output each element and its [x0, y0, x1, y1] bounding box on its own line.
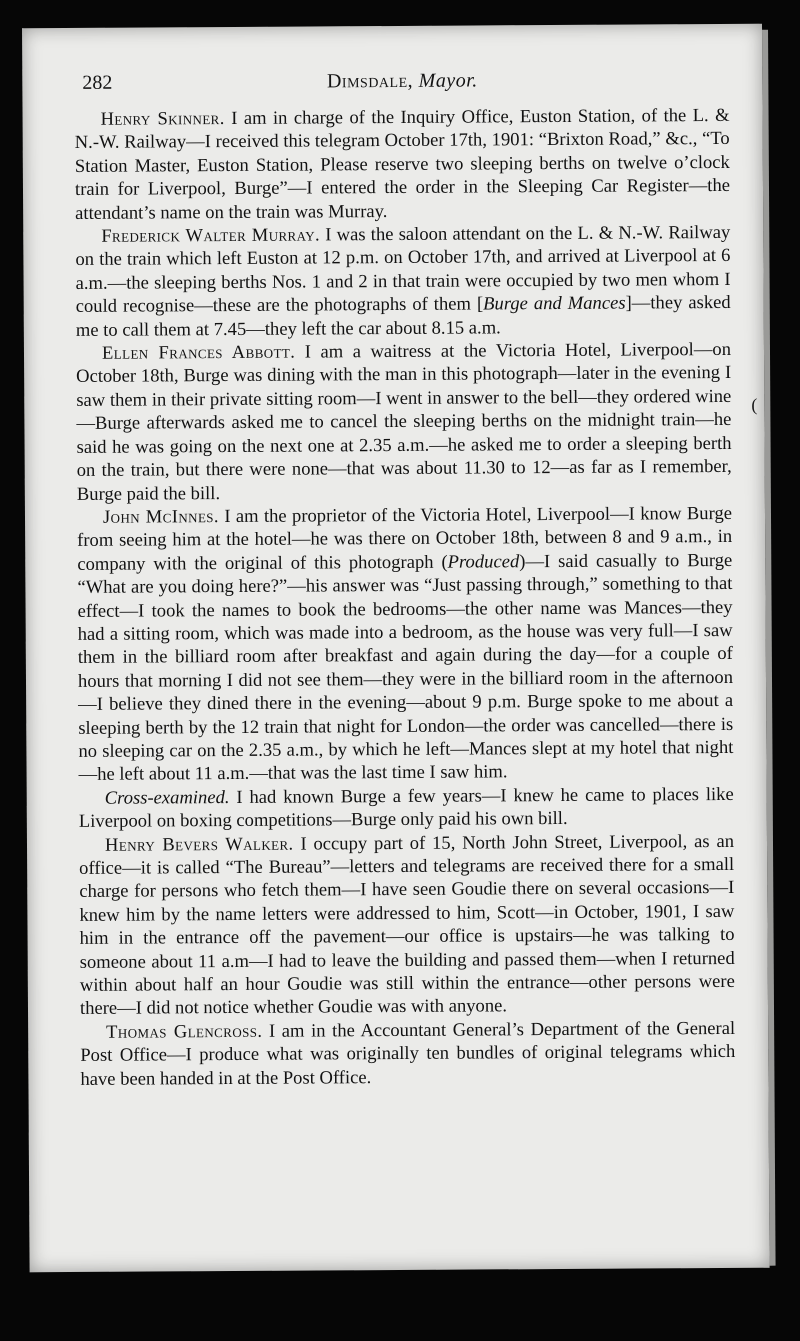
margin-mark: ( — [751, 394, 758, 415]
testimony-text: I had known Burge a few years—I knew he came to places like Liverpool on boxing competitions—Burge only paid his own bill. — [78, 783, 734, 833]
speaker-name: Ellen Frances Abbott. — [101, 341, 296, 364]
cross-examination — [79, 783, 734, 834]
document-page — [22, 24, 770, 1272]
testimony-murray — [75, 221, 731, 342]
testimony-abbott — [76, 338, 732, 506]
running-head-name: Dimsdale, — [326, 69, 414, 93]
body-text — [74, 104, 758, 1091]
italic-text: Produced — [447, 550, 520, 573]
testimony-text: I am a waitress at the Victoria Hotel, Liverpool—on October 18th, Burge was dining with the man in this photograph—later in the evening I saw them in their private sitting room—I went in answer to the bell—they ordered wine—Burge afterwards asked me to cancel the sleeping berths on the midnight train—he said he was going on the next one at 2.35 a.m.—he asked me to order a sleeping berth on the train, but there were none—that was about 11.30 to 12—as far as I remember, Burge paid the bill. — [76, 338, 732, 505]
speaker-name: Henry Skinner. — [100, 108, 225, 130]
cross-examined-label: Cross-examined. — [104, 786, 230, 809]
speaker-name: Thomas Glencross. — [106, 1020, 263, 1043]
speaker-name: Henry Bevers Walker. — [104, 833, 294, 856]
testimony-walker — [79, 830, 735, 1021]
running-head — [82, 68, 722, 95]
testimony-skinner — [74, 104, 730, 225]
testimony-mcinnes — [77, 502, 734, 787]
testimony-text: I am the proprietor of the Victoria Hotel, Liverpool—I know Burge from seeing him at the hotel—he was there on October 18th, between 8 and 9 a.m., in company with the original of this photograph ( — [77, 502, 733, 575]
speaker-name: John McInnes. — [102, 505, 220, 528]
testimony-text: I occupy part of 15, North John Street, Liverpool, as an office—it is called “The Bureau”—letters and telegrams are received there for a small charge for persons who fetch them—I have seen Goudie there on several occasions—I knew him by the name letters were addressed to him, Scott—in October, 1901, I saw him in the entrance off the pavement—our office is upstairs—he was talking to someone about 11 a.m—I had to leave the building and passed them—when I returned within about half an hour Goudie was still within the entrance—other persons were there—I did not notice whether Goudie was with anyone. — [79, 830, 735, 1020]
testimony-text: I am in charge of the Inquiry Office, Euston Station, of the L. & N.-W. Railway—I received this telegram October 17th, 1901: “Brixton Road,” &c., “To Station Master, Euston Station, Please reserve two sleeping berths on twelve o’clock train for Liverpool, Burge”—I entered the order in the Sleeping Car Register—the attendant’s name on the train was Murray. — [74, 104, 731, 224]
testimony-text: ]—they asked me to call them at 7.45—they left the car about 8.15 a.m. — [75, 292, 731, 341]
page-header — [82, 68, 722, 102]
testimony-text: I am in the Accountant General’s Department of the General Post Office—I produce what was originally ten bundles of original telegrams which have been handed in at the Post Office. — [80, 1017, 736, 1090]
running-head-title: Mayor. — [418, 69, 478, 92]
testimony-glencross — [80, 1017, 735, 1091]
speaker-name: Frederick Walter Murray. — [101, 224, 321, 247]
italic-text: Burge and Mances — [483, 292, 626, 315]
page-number: 282 — [82, 71, 113, 94]
testimony-text: )—I said casually to Burge “What are you doing here?”—his answer was “Just passing through,” something to that effect—I took the names to book the bedrooms—the other name was Mances—they had a sitting room, which was made into a bedroom, as the house was very full—I saw them in the billiard room after breakfast and again during the day—for a couple of hours that morning I did not see them—they were in the billiard room in the afternoon—I believe they dined there in the evening—about 9 p.m. Burge spoke to me about a sleeping berth by the 12 train that night for London—the order was cancelled—there is no sleeping car on the 2.35 a.m., by which he left—Mances slept at my hotel that night—he left about 11 a.m.—that was the last time I saw him. — [77, 549, 734, 786]
testimony-text: I was the saloon attendant on the L. & N.-W. Railway on the train which left Euston at 12 p.m. on October 17th, and arrived at Liverpool at 6 a.m.—the sleeping berths Nos. 1 and 2 in that train were occupied by two men whom I could recognise—these are the photographs of them [ — [75, 221, 731, 318]
page-edge-shadow — [762, 30, 776, 1266]
